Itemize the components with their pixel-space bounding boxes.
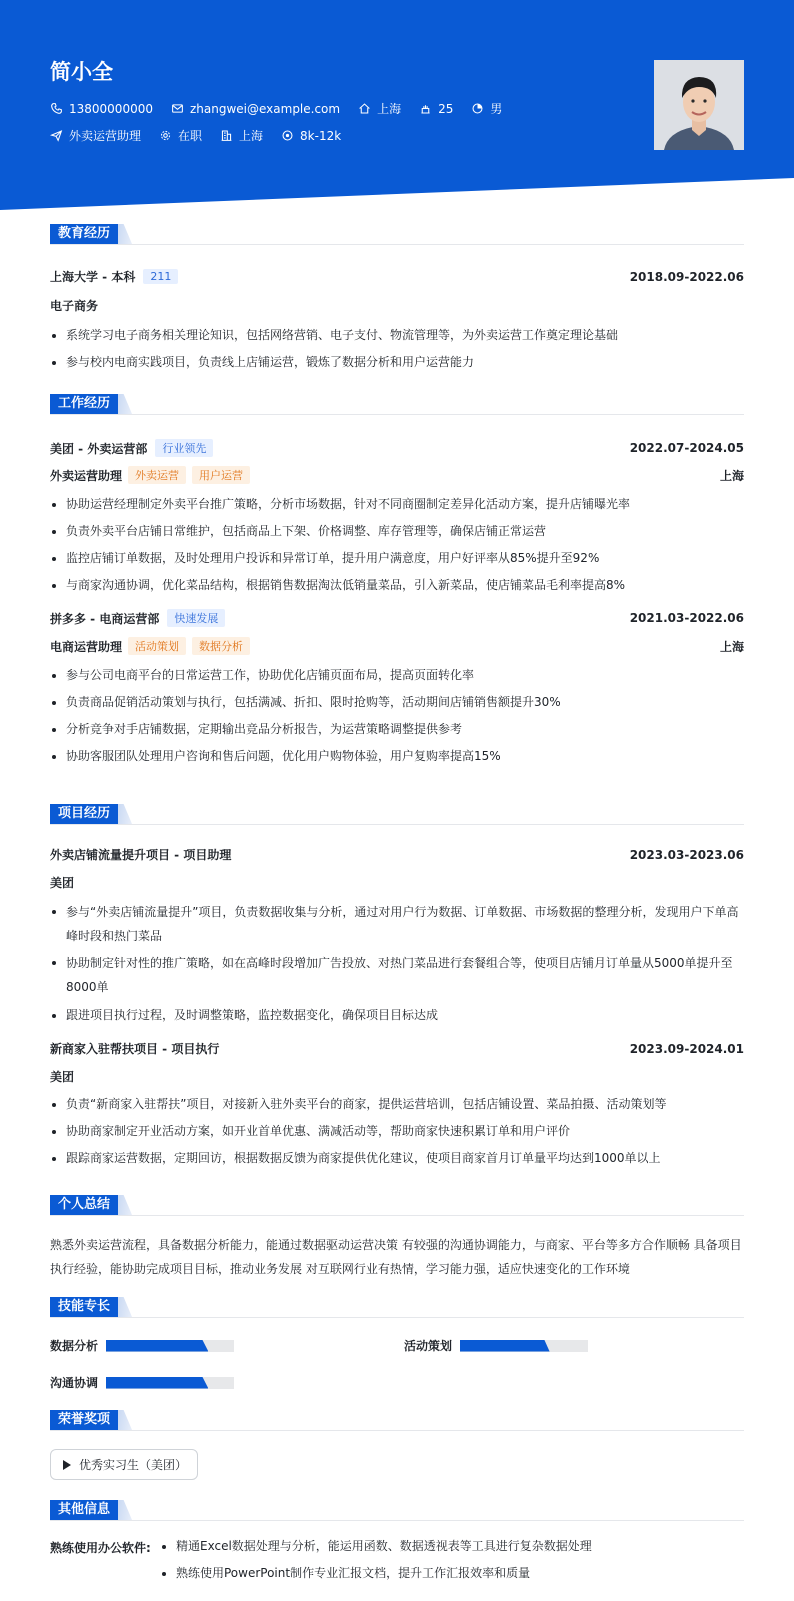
role-tag: 活动策划 [128,637,186,655]
project-date: 2023.09-2024.01 [629,1041,744,1056]
section-divider [50,1430,744,1431]
project-org: 美团 [50,1070,75,1084]
play-icon [63,1460,71,1470]
section-divider [50,414,744,415]
skill-bar [106,1340,234,1352]
skill-fill [106,1377,208,1389]
gender-icon [471,102,484,115]
email-item: zhangwei@example.com [171,102,340,116]
work-date: 2021.03-2022.06 [629,611,744,625]
other-list [160,1533,744,1587]
candidate-name: 简小全 [50,60,113,84]
list-item: 参与“外卖店铺流量提升”项目，负责数据收集与分析，通过对用户行为数据、订单数据、市场数据的整理分析，发现用户下单高峰时段和热门菜品 [50,900,744,951]
age-icon [419,102,432,115]
home-icon [358,102,371,115]
education-header [50,268,744,285]
list-item: 熟练使用PowerPoint制作专业汇报文档，提升工作汇报效率和质量 [160,1560,744,1587]
list-item: 负责外卖平台店铺日常维护，包括商品上下架、价格调整、库存管理等，确保店铺正常运营 [50,518,744,545]
section-title-education: 教育经历 [50,224,132,244]
target-job-item: 外卖运营助理 [50,127,141,144]
resume-header [0,0,794,210]
list-item: 协助商家制定开业活动方案，如开业首单优惠、满减活动等，帮助商家快速积累订单和用户评价 [50,1118,744,1145]
summary-text: 熟悉外卖运营流程，具备数据分析能力，能通过数据驱动运营决策 有较强的沟通协调能力，与商家、平台等多方合作顺畅 具备项目执行经验，能协助完成项目目标，推动业务发展 对互联网行业有热情，学习能力强，适应快速变化的工作环境 [50,1238,742,1276]
section-title-skills: 技能专长 [50,1297,132,1317]
list-item: 负责“新商家入驻帮扶”项目，对接新入驻外卖平台的商家，提供运营培训，包括店铺设置、菜品拍摄、活动策划等 [50,1091,744,1118]
building-icon [220,129,233,142]
company-tag: 快速发展 [167,609,225,627]
work-bullets-1 [50,662,744,770]
company-tag: 行业领先 [155,439,213,457]
work-date: 2022.07-2024.05 [629,441,744,455]
work-role-0 [50,466,744,484]
honor-label: 优秀实习生（美团） [79,1458,188,1472]
project-bullets-1 [50,1091,744,1172]
work-header-1 [50,609,744,627]
skill-bar [460,1340,588,1352]
list-item: 协助制定针对性的推广策略，如在高峰时段增加广告投放、对热门菜品进行套餐组合等，使项目店铺月订单量从5000单提升至8000单 [50,951,744,1002]
list-item: 参与校内电商实践项目，负责线上店铺运营，锻炼了数据分析和用户运营能力 [50,349,744,376]
skill-item [404,1337,588,1354]
honor-item[interactable] [50,1449,198,1480]
section-title-honors: 荣誉奖项 [50,1410,132,1430]
intent-row [50,127,359,144]
skill-name: 沟通协调 [50,1376,99,1390]
phone-icon [50,102,63,115]
section-divider [50,1520,744,1521]
section-divider [50,244,744,245]
school-tag: 211 [143,269,178,284]
list-item: 协助客服团队处理用户咨询和售后问题，优化用户购物体验，用户复购率提高15% [50,743,744,770]
work-bullets-0 [50,491,744,599]
project-title: 外卖店铺流量提升项目 - 项目助理 [50,848,232,862]
project-header-0 [50,846,744,863]
skill-fill [460,1340,550,1352]
project-header-1 [50,1040,744,1057]
section-title-summary: 个人总结 [50,1195,132,1215]
role-tag: 数据分析 [192,637,250,655]
work-header-0 [50,439,744,457]
project-org-0 [50,874,744,891]
avatar [654,60,744,150]
age-item: 25 [419,102,453,116]
education-date: 2018.09-2022.06 [629,269,744,284]
section-divider [50,1317,744,1318]
other-label: 熟练使用办公软件: [50,1541,151,1555]
job-role: 电商运营助理 [50,639,123,654]
project-title: 新商家入驻帮扶项目 - 项目执行 [50,1042,220,1056]
project-org-1 [50,1068,744,1085]
section-title-project: 项目经历 [50,804,132,824]
role-tag: 外卖运营 [128,466,186,484]
work-location: 上海 [719,639,744,654]
education-major-row [50,297,744,314]
company-name: 拼多多 - 电商运营部 [50,611,160,626]
contact-row [50,100,520,117]
section-divider [50,1215,744,1216]
list-item: 精通Excel数据处理与分析，能运用函数、数据透视表等工具进行复杂数据处理 [160,1533,744,1560]
list-item: 与商家沟通协调，优化菜品结构，根据销售数据淘汰低销量菜品，引入新菜品，使店铺菜品毛利率提高8% [50,572,744,599]
list-item: 监控店铺订单数据，及时处理用户投诉和异常订单，提升用户满意度，用户好评率从85%提升至92% [50,545,744,572]
project-bullets-0 [50,900,744,1029]
skill-name: 数据分析 [50,1339,99,1353]
role-tag: 用户运营 [192,466,250,484]
salary-item: 8k-12k [281,129,341,143]
section-title-other: 其他信息 [50,1500,132,1520]
section-title-work: 工作经历 [50,394,132,414]
skill-item [50,1374,234,1391]
skill-fill [106,1340,208,1352]
mail-icon [171,102,184,115]
city-item: 上海 [358,100,401,117]
status-item: 在职 [159,127,202,144]
skill-name: 活动策划 [404,1339,453,1353]
list-item: 跟进项目执行过程，及时调整策略，监控数据变化，确保项目目标达成 [50,1002,744,1029]
job-role: 外卖运营助理 [50,468,123,483]
gender-item: 男 [471,100,502,117]
list-item: 分析竞争对手店铺数据，定期输出竞品分析报告，为运营策略调整提供参考 [50,716,744,743]
skill-item [50,1337,234,1354]
list-item: 协助运营经理制定外卖平台推广策略，分析市场数据，针对不同商圈制定差异化活动方案，提升店铺曝光率 [50,491,744,518]
list-item: 参与公司电商平台的日常运营工作，协助优化店铺页面布局，提高页面转化率 [50,662,744,689]
project-date: 2023.03-2023.06 [629,847,744,862]
send-icon [50,129,63,142]
skill-bar [106,1377,234,1389]
phone-item: 13800000000 [50,102,153,116]
school-name: 上海大学 - 本科 [50,270,136,284]
gear-icon [159,129,172,142]
list-item: 系统学习电子商务相关理论知识，包括网络营销、电子支付、物流管理等，为外卖运营工作奠定理论基础 [50,322,744,349]
education-bullets [50,322,744,376]
target-city-item: 上海 [220,127,263,144]
coin-icon [281,129,294,142]
work-role-1 [50,637,744,655]
list-item: 负责商品促销活动策划与执行，包括满减、折扣、限时抢购等，活动期间店铺销售额提升30% [50,689,744,716]
work-location: 上海 [719,468,744,483]
list-item: 跟踪商家运营数据，定期回访，根据数据反馈为商家提供优化建议，使项目商家首月订单量平均达到1000单以上 [50,1145,744,1172]
major: 电子商务 [50,299,99,313]
section-divider [50,824,744,825]
company-name: 美团 - 外卖运营部 [50,441,148,456]
project-org: 美团 [50,876,75,890]
